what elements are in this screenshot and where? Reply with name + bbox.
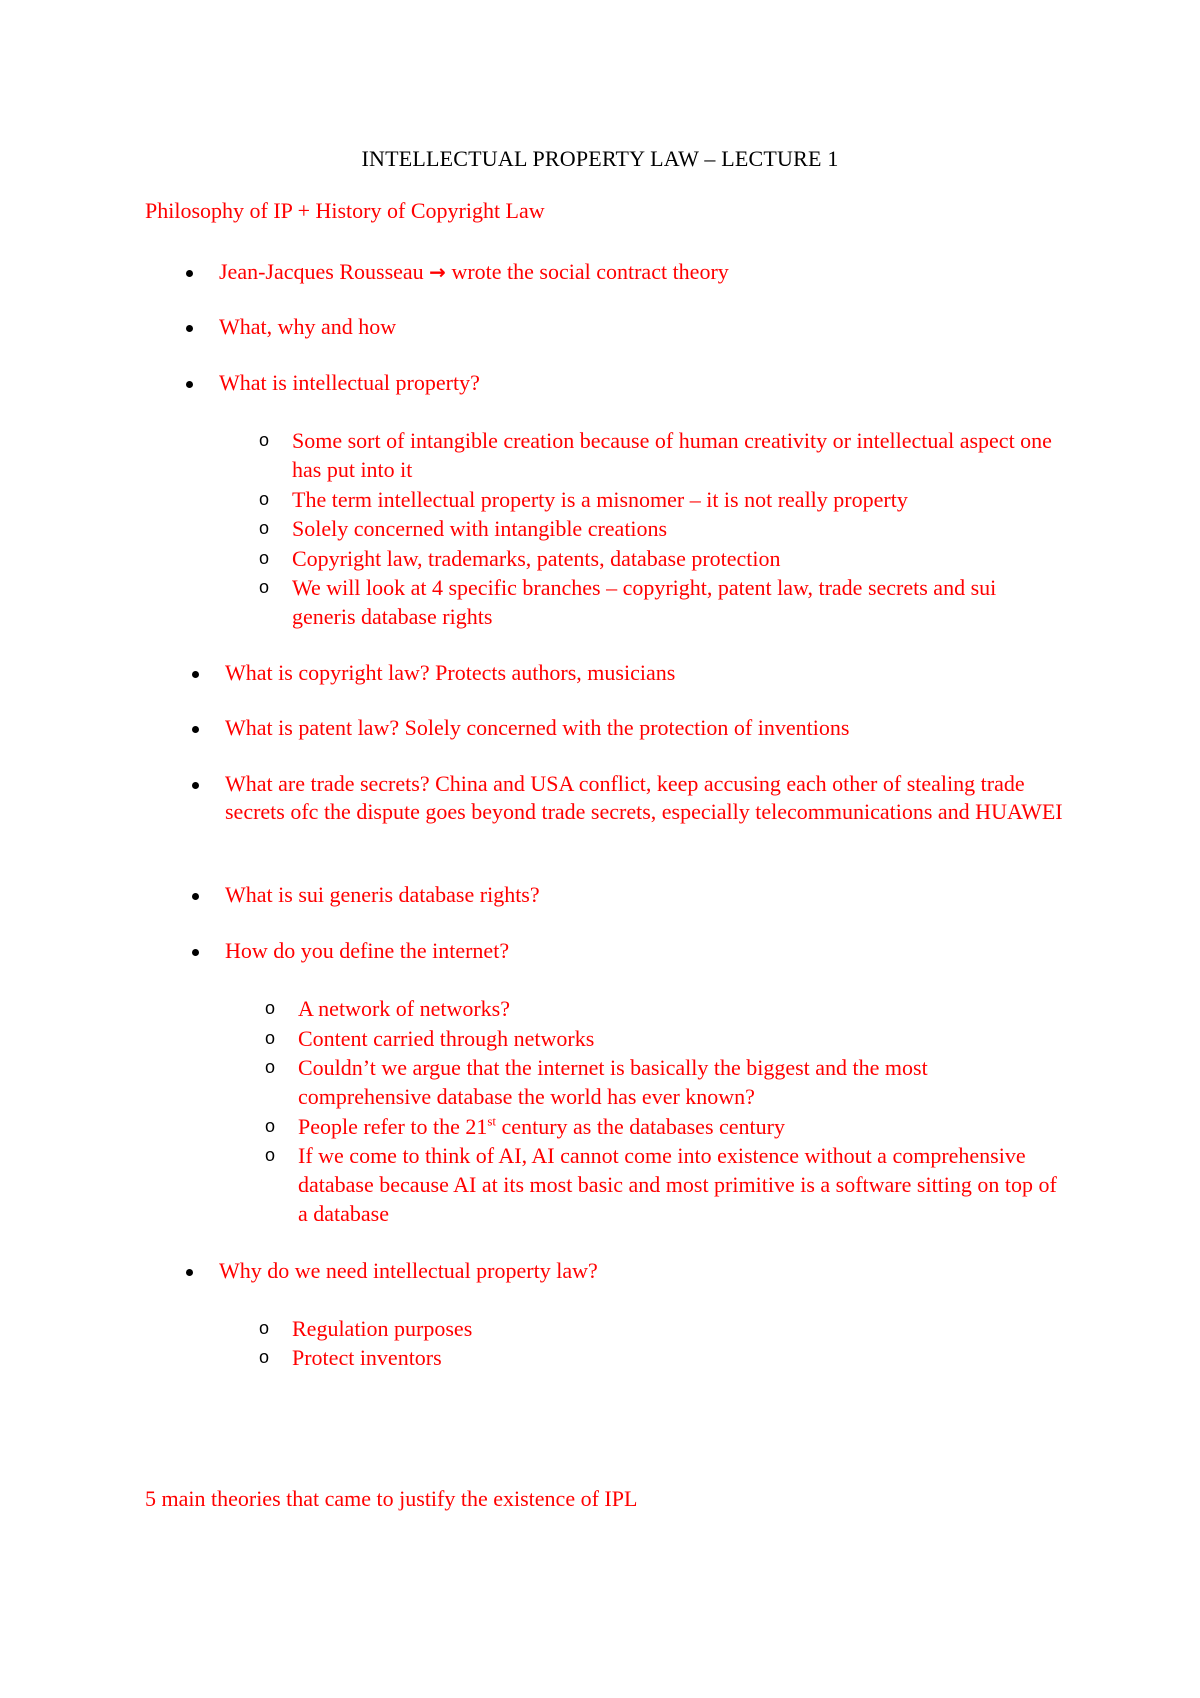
superscript: st [487,1113,497,1129]
document-title: INTELLECTUAL PROPERTY LAW – LECTURE 1 [361,146,839,171]
sub-list-item-text: The term intellectual property is a misnomer – it is not really property [292,487,908,512]
sub-list-item [265,1141,1058,1228]
sub-list-item-text: Regulation purposes [292,1316,473,1341]
sub-list-item [259,426,1062,484]
sub-list-item-text: We will look at 4 specific branches – copyright, patent law, trade secrets and sui generis database rights [292,575,997,629]
list-item-text: wrote the social contract theory [451,259,729,284]
sub-list-item-text: Copyright law, trademarks, patents, database protection [292,546,781,571]
sub-list-item-text: Content carried through networks [298,1026,595,1051]
subitem-marker: o [265,1028,276,1048]
bullet-icon [192,671,199,678]
bullet-icon [192,893,199,900]
list-item-text: Jean-Jacques Rousseau [219,259,424,284]
section-heading: Philosophy of IP + History of Copyright Law [145,198,545,223]
list-item-text: How do you define the internet? [225,938,510,963]
list-item [225,659,1105,687]
subitem-marker: o [259,1347,270,1367]
sub-list-item-text: People refer to the 21 [298,1114,488,1139]
list-item [219,369,1099,397]
sub-list-item [265,1112,1068,1141]
subitem-marker: o [259,548,270,568]
list-item-text: What is copyright law? Protects authors, musicians [225,660,676,685]
bullet-icon [192,726,199,733]
subitem-marker: o [259,430,270,450]
bullet-icon [192,782,199,789]
sub-list-item-text: century as the databases century [496,1114,785,1139]
sub-list-item [259,485,1062,514]
list-item-text: What is patent law? Solely concerned with the protection of inventions [225,715,850,740]
list-item-text: What is sui generis database rights? [225,882,540,907]
subitem-marker: o [259,1318,270,1338]
subitem-marker: o [259,518,270,538]
subitem-marker: o [265,1145,276,1165]
sub-list-item [259,514,1062,543]
list-item-text: What, why and how [219,314,397,339]
sub-list-item [265,1053,1058,1111]
sub-list-item [265,994,1068,1023]
sub-list-item [259,544,1062,573]
sub-list-item [265,1024,1068,1053]
list-item-text: What is intellectual property? [219,370,480,395]
arrow-right-icon: → [429,260,446,284]
sub-list-item [259,1314,1062,1343]
list-item [219,258,1099,286]
list-item [225,937,1105,965]
list-item [225,714,1105,742]
sub-list-item-text: A network of networks? [298,996,511,1021]
list-item [219,1257,1099,1285]
subitem-marker: o [265,998,276,1018]
subitem-marker: o [265,1057,276,1077]
closing-heading: 5 main theories that came to justify the existence of IPL [145,1486,638,1511]
sub-list-item-text: Solely concerned with intangible creations [292,516,668,541]
sub-list-item-text: Couldn’t we argue that the internet is basically the biggest and the most comprehensive database the world has ever known? [298,1055,928,1109]
bullet-icon [192,949,199,956]
subitem-marker: o [259,489,270,509]
sub-list-item-text: If we come to think of AI, AI cannot come into existence without a comprehensive database because AI at its most basic and most primitive is a software sitting on top of a database [298,1143,1057,1226]
bullet-icon [186,325,193,332]
bullet-icon [186,270,193,277]
list-item-text: Why do we need intellectual property law? [219,1258,598,1283]
subitem-marker: o [265,1116,276,1136]
sub-list-item-text: Protect inventors [292,1345,442,1370]
list-item [219,313,1099,341]
sub-list-item [259,573,1062,631]
bullet-icon [186,1269,193,1276]
list-item-text: What are trade secrets? China and USA conflict, keep accusing each other of stealing trade secrets ofc the dispute goes beyond trade secrets, especially telecommunications and HUAWEI [225,771,1063,824]
bullet-icon [186,381,193,388]
list-item [225,881,1105,909]
subitem-marker: o [259,577,270,597]
sub-list-item-text: Some sort of intangible creation because of human creativity or intellectual aspect one has put into it [292,428,1052,482]
sub-list-item [259,1343,1062,1372]
list-item [225,770,1065,826]
